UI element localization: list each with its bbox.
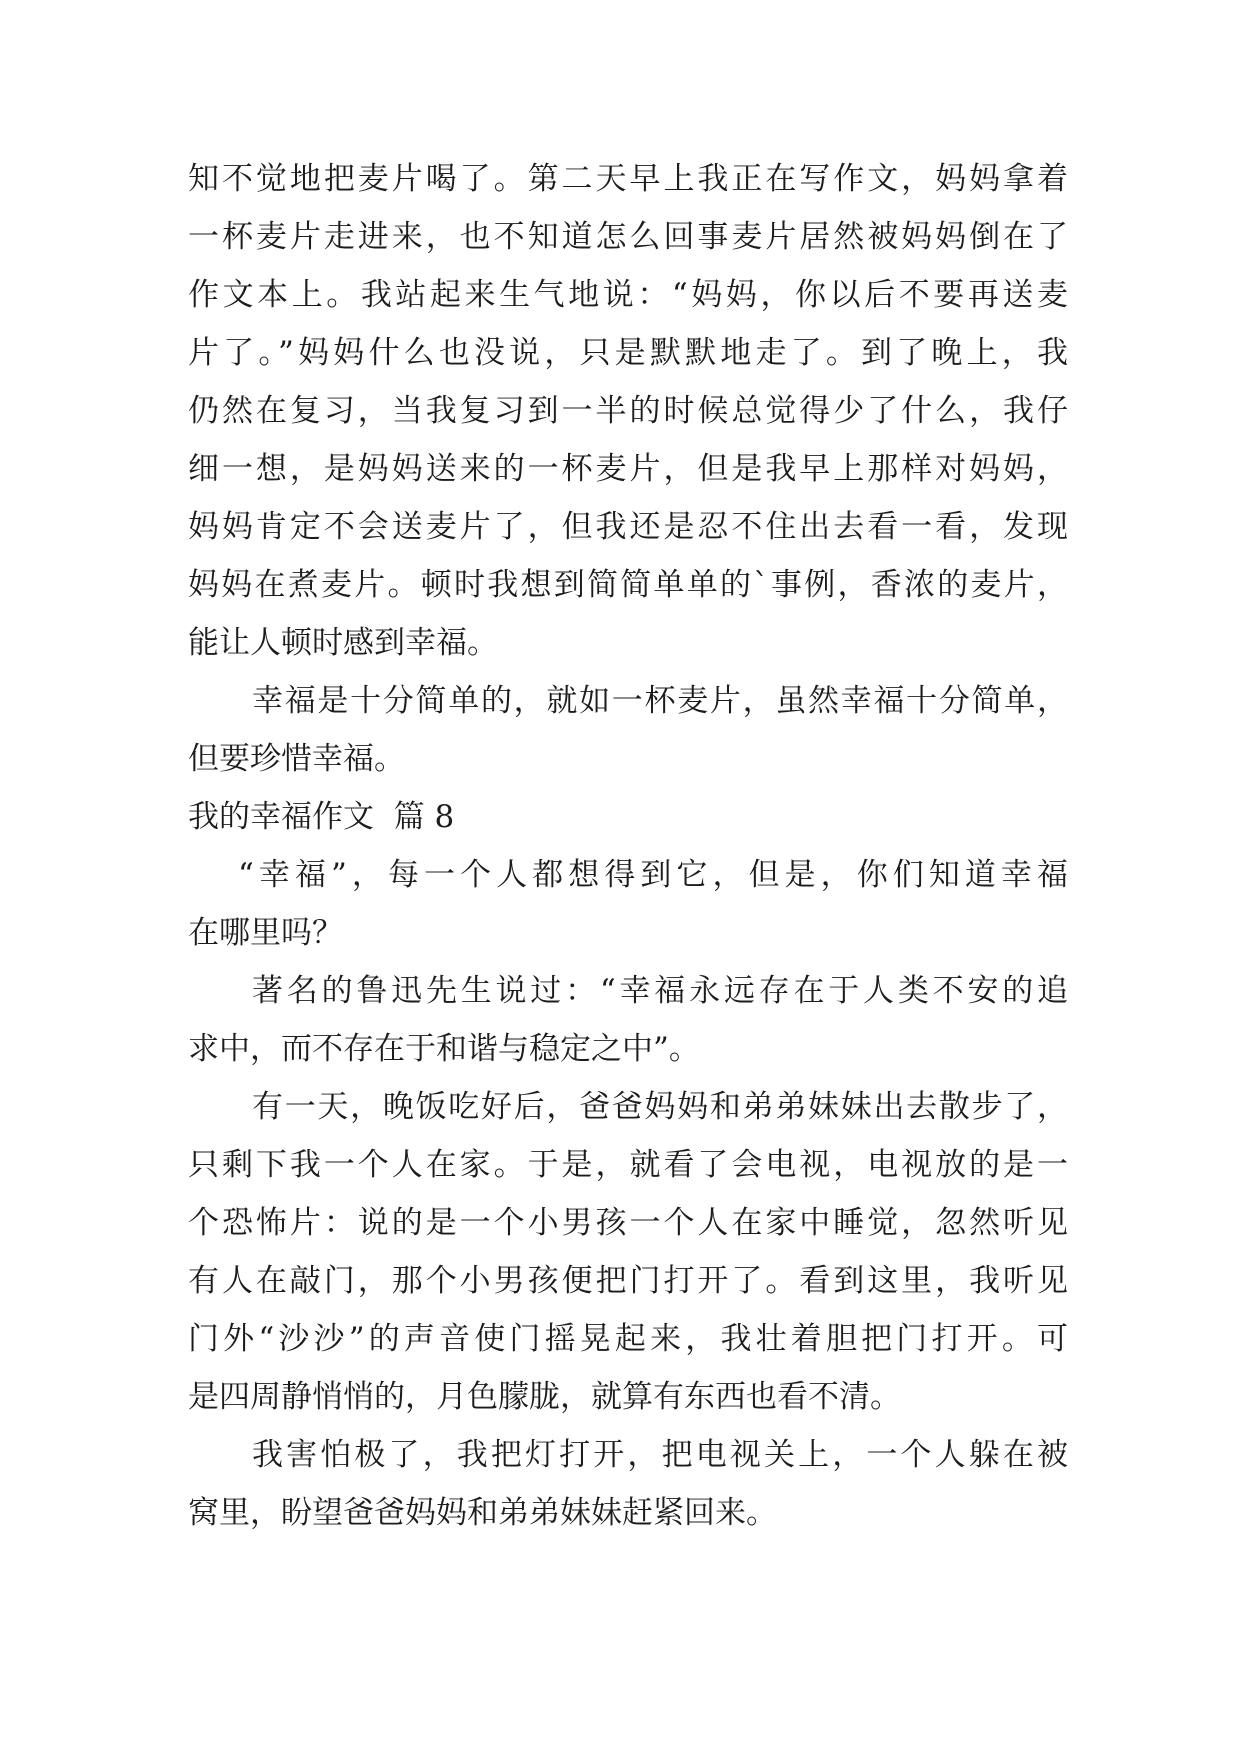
text-line: 知不觉地把麦片喝了。第二天早上我正在写作文，妈妈拿着 — [188, 161, 1068, 197]
text-line: 门外“沙沙”的声音使门摇晃起来，我壮着胆把门打开。可 — [188, 1321, 1068, 1357]
text-line: 有一天，晚饭吃好后，爸爸妈妈和弟弟妹妹出去散步了， — [252, 1089, 1068, 1125]
paragraph — [188, 672, 1068, 788]
text-line: 我害怕极了，我把灯打开，把电视关上，一个人躲在被 — [252, 1437, 1068, 1473]
text-line: 求中，而不存在于和谐与稳定之中”。 — [188, 1031, 700, 1067]
paragraph — [188, 1426, 1068, 1542]
text-line: 片了。”妈妈什么也没说，只是默默地走了。到了晚上，我 — [188, 335, 1068, 371]
text-line: 妈妈在煮麦片。顿时我想到简简单单的`事例，香浓的麦片， — [188, 567, 1068, 603]
paragraph — [188, 962, 1068, 1078]
text-line: 能让人顿时感到幸福。 — [188, 625, 498, 661]
essay-body — [188, 150, 1068, 1542]
text-line: 仍然在复习，当我复习到一半的时候总觉得少了什么，我仔 — [188, 393, 1068, 429]
text-line: 在哪里吗？ — [188, 915, 343, 951]
text-line: 作文本上。我站起来生气地说：“妈妈，你以后不要再送麦 — [188, 277, 1068, 313]
section-heading: 我的幸福作文 篇 8 — [188, 799, 455, 835]
text-line: 是四周静悄悄的，月色朦胧，就算有东西也看不清。 — [188, 1379, 901, 1415]
paragraph — [188, 846, 1068, 962]
text-line: 幸福是十分简单的，就如一杯麦片，虽然幸福十分简单， — [252, 683, 1068, 719]
paragraph-continuation — [188, 150, 1068, 672]
paragraph — [188, 1078, 1068, 1426]
text-line: 著名的鲁迅先生说过：“幸福永远存在于人类不安的追 — [252, 973, 1068, 1009]
text-line: 细一想，是妈妈送来的一杯麦片，但是我早上那样对妈妈， — [188, 451, 1068, 487]
text-line: 窝里，盼望爸爸妈妈和弟弟妹妹赶紧回来。 — [188, 1495, 777, 1531]
text-line: 个恐怖片：说的是一个小男孩一个人在家中睡觉，忽然听见 — [188, 1205, 1068, 1241]
text-line: 但要珍惜幸福。 — [188, 741, 405, 777]
text-line: 只剩下我一个人在家。于是，就看了会电视，电视放的是一 — [188, 1147, 1068, 1183]
text-line: 一杯麦片走进来，也不知道怎么回事麦片居然被妈妈倒在了 — [188, 219, 1068, 255]
text-line: 有人在敲门，那个小男孩便把门打开了。看到这里，我听见 — [188, 1263, 1068, 1299]
text-line: “幸福”，每一个人都想得到它，但是，你们知道幸福 — [238, 857, 1068, 893]
text-line: 妈妈肯定不会送麦片了，但我还是忍不住出去看一看，发现 — [188, 509, 1068, 545]
